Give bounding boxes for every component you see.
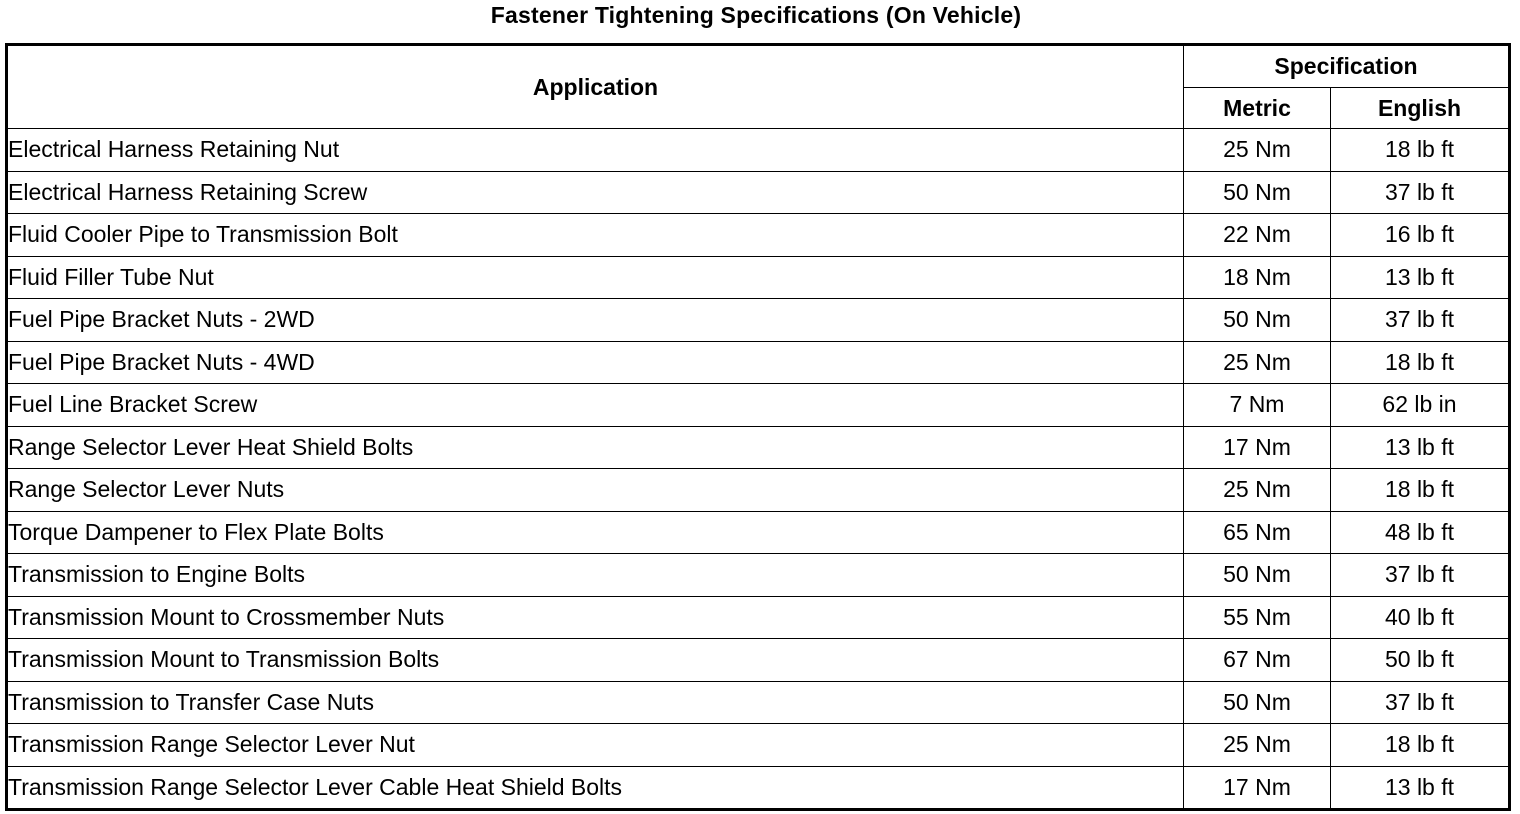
table-header — [7, 45, 1510, 129]
metric-cell: 17 Nm — [1184, 766, 1331, 810]
application-cell: Electrical Harness Retaining Screw — [7, 171, 1184, 214]
application-cell: Range Selector Lever Heat Shield Bolts — [7, 426, 1184, 469]
table-row — [7, 681, 1510, 724]
table-body — [7, 129, 1510, 810]
page-title: Fastener Tightening Specifications (On Vehicle) — [490, 2, 1022, 28]
application-cell: Transmission Mount to Transmission Bolts — [7, 639, 1184, 682]
table-row — [7, 511, 1510, 554]
metric-cell: 50 Nm — [1184, 554, 1331, 597]
header-english: English — [1331, 88, 1510, 129]
application-cell: Fuel Line Bracket Screw — [7, 384, 1184, 427]
metric-cell: 22 Nm — [1184, 214, 1331, 257]
metric-cell: 25 Nm — [1184, 129, 1331, 172]
english-cell: 37 lb ft — [1331, 171, 1510, 214]
english-cell: 18 lb ft — [1331, 129, 1510, 172]
application-cell: Torque Dampener to Flex Plate Bolts — [7, 511, 1184, 554]
table-row — [7, 341, 1510, 384]
metric-cell: 18 Nm — [1184, 256, 1331, 299]
application-cell: Transmission Mount to Crossmember Nuts — [7, 596, 1184, 639]
metric-cell: 50 Nm — [1184, 299, 1331, 342]
metric-cell: 25 Nm — [1184, 341, 1331, 384]
table-row — [7, 766, 1510, 810]
application-cell: Transmission to Transfer Case Nuts — [7, 681, 1184, 724]
metric-cell: 55 Nm — [1184, 596, 1331, 639]
english-cell: 18 lb ft — [1331, 469, 1510, 512]
header-metric: Metric — [1184, 88, 1331, 129]
metric-cell: 25 Nm — [1184, 469, 1331, 512]
english-cell: 13 lb ft — [1331, 256, 1510, 299]
english-cell: 16 lb ft — [1331, 214, 1510, 257]
table-row — [7, 554, 1510, 597]
table-row — [7, 214, 1510, 257]
english-cell: 13 lb ft — [1331, 766, 1510, 810]
english-cell: 62 lb in — [1331, 384, 1510, 427]
metric-cell: 17 Nm — [1184, 426, 1331, 469]
application-cell: Fluid Filler Tube Nut — [7, 256, 1184, 299]
table-row — [7, 299, 1510, 342]
english-cell: 18 lb ft — [1331, 341, 1510, 384]
table-row — [7, 384, 1510, 427]
english-cell: 18 lb ft — [1331, 724, 1510, 767]
english-cell: 40 lb ft — [1331, 596, 1510, 639]
application-cell: Range Selector Lever Nuts — [7, 469, 1184, 512]
application-cell: Transmission Range Selector Lever Cable Heat Shield Bolts — [7, 766, 1184, 810]
application-cell: Fuel Pipe Bracket Nuts - 4WD — [7, 341, 1184, 384]
table-row — [7, 426, 1510, 469]
table-row — [7, 724, 1510, 767]
table-row — [7, 129, 1510, 172]
metric-cell: 67 Nm — [1184, 639, 1331, 682]
header-specification: Specification — [1184, 45, 1510, 88]
fastener-spec-table — [5, 43, 1511, 811]
metric-cell: 65 Nm — [1184, 511, 1331, 554]
table-row — [7, 469, 1510, 512]
header-row-top — [7, 45, 1510, 88]
metric-cell: 25 Nm — [1184, 724, 1331, 767]
application-cell: Transmission to Engine Bolts — [7, 554, 1184, 597]
table-row — [7, 639, 1510, 682]
table-row — [7, 171, 1510, 214]
english-cell: 37 lb ft — [1331, 681, 1510, 724]
english-cell: 13 lb ft — [1331, 426, 1510, 469]
application-cell: Electrical Harness Retaining Nut — [7, 129, 1184, 172]
header-application: Application — [7, 45, 1184, 129]
metric-cell: 50 Nm — [1184, 171, 1331, 214]
application-cell: Transmission Range Selector Lever Nut — [7, 724, 1184, 767]
application-cell: Fluid Cooler Pipe to Transmission Bolt — [7, 214, 1184, 257]
english-cell: 37 lb ft — [1331, 299, 1510, 342]
table-row — [7, 596, 1510, 639]
metric-cell: 50 Nm — [1184, 681, 1331, 724]
english-cell: 48 lb ft — [1331, 511, 1510, 554]
application-cell: Fuel Pipe Bracket Nuts - 2WD — [7, 299, 1184, 342]
english-cell: 37 lb ft — [1331, 554, 1510, 597]
english-cell: 50 lb ft — [1331, 639, 1510, 682]
metric-cell: 7 Nm — [1184, 384, 1331, 427]
table-row — [7, 256, 1510, 299]
